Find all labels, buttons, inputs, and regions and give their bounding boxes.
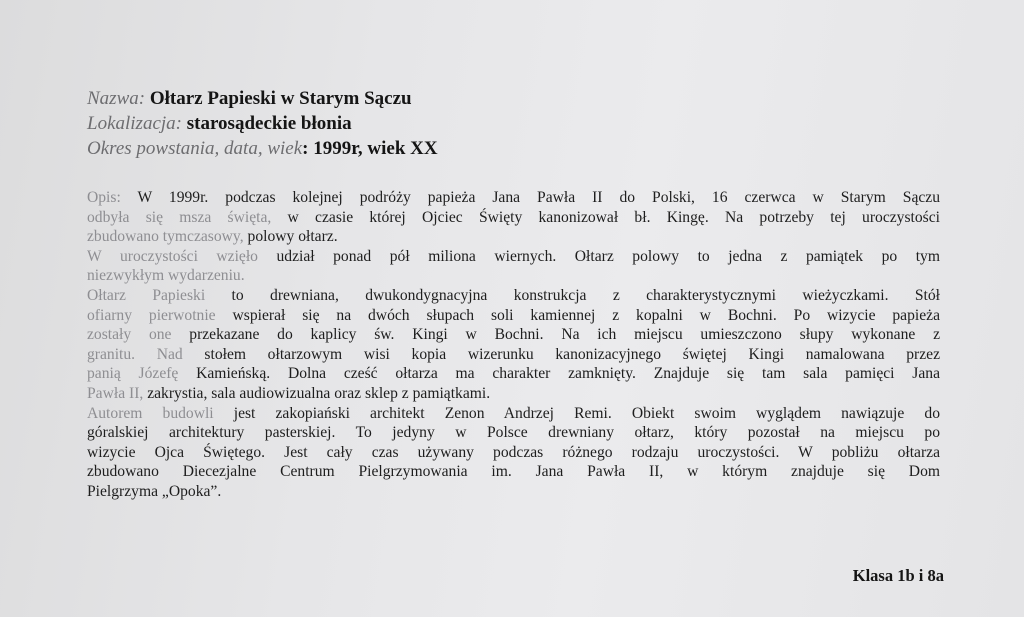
faded-text: zbudowano tymczasowy, xyxy=(87,228,244,246)
description-line xyxy=(87,423,940,443)
faded-text: Ołtarz Papieski xyxy=(87,286,206,304)
name-row xyxy=(87,86,438,111)
line-text: w czasie której Ojciec Święty kanonizował bł. Kingę. Na potrzeby tej uroczystości xyxy=(271,208,940,226)
description-text xyxy=(87,188,940,502)
period-value: : 1999r, wiek XX xyxy=(302,138,438,159)
location-row xyxy=(87,111,438,136)
line-text: zbudowano Diecezjalne Centrum Pielgrzymowania im. Jana Pawła II, w którym znajduje się Dom xyxy=(87,463,940,481)
faded-text: zostały one xyxy=(87,326,172,344)
faded-text: odbyła się msza święta, xyxy=(87,208,272,226)
line-text: góralskiej architektury pasterskiej. To jedyny w Polsce drewniany ołtarz, który pozostał na miejscu po xyxy=(87,424,940,442)
description-line xyxy=(87,247,940,267)
faded-text: Pawła II, xyxy=(87,384,144,402)
description-line xyxy=(87,306,940,326)
line-text: jest zakopiański architekt Zenon Andrzej Remi. Obiekt swoim wyglądem nawiązuje do xyxy=(213,404,940,422)
line-text: polowy ołtarz. xyxy=(243,228,338,246)
line-text: Pielgrzyma „Opoka”. xyxy=(87,482,222,500)
line-text: wizycie Ojca Świętego. Jest cały czas używany podczas różnego rodzaju uroczystości. W pobliżu ołtarza xyxy=(87,443,940,461)
location-label: Lokalizacja: xyxy=(87,113,182,134)
document-header xyxy=(87,86,438,161)
description-line xyxy=(87,188,940,208)
line-text: przekazane do kaplicy św. Kingi w Bochni. Na ich miejscu umieszczono słupy wykonane z xyxy=(171,326,940,344)
description-line xyxy=(87,208,940,228)
name-label: Nazwa: xyxy=(87,88,146,109)
description-line xyxy=(87,384,940,404)
line-text: zakrystia, sala audiowizualna oraz sklep z pamiątkami. xyxy=(143,384,491,402)
period-label: Okres powstania, data, wiek xyxy=(87,138,303,159)
period-row xyxy=(87,136,438,161)
line-text: Kamieńską. Dolna cześć ołtarza ma charakter zamknięty. Znajduje się tam sala pamięci Jana xyxy=(178,365,940,383)
line-text: wspierał się na dwóch słupach soli kamiennej z kopalni w Bochni. Po wizycie papieża xyxy=(215,306,940,324)
line-text: W 1999r. podczas kolejnej podróży papieża Jana Pawła II do Polski, 16 czerwca w Starym Sączu xyxy=(120,189,940,206)
faded-text: ofiarny pierwotnie xyxy=(87,306,216,324)
description-line xyxy=(87,364,940,384)
faded-text: Opis: xyxy=(87,189,121,206)
faded-text: Autorem budowli xyxy=(87,404,214,422)
class-label: Klasa 1b i 8a xyxy=(852,566,944,585)
line-text: udział ponad pół miliona wiernych. Ołtarz polowy to jedna z pamiątek po tym xyxy=(257,247,940,265)
description-line xyxy=(87,462,940,482)
faded-text: granitu. Nad xyxy=(87,345,183,363)
description-line xyxy=(87,443,940,463)
line-text: to drewniana, dwukondygnacyjna konstrukcja z charakterystycznymi wieżyczkami. Stół xyxy=(205,286,940,304)
faded-text: W uroczystości wzięło xyxy=(87,247,258,265)
description-line xyxy=(87,404,940,424)
line-text: stołem ołtarzowym wisi kopia wizerunku kanonizacyjnego świętej Kingi namalowana przez xyxy=(182,345,940,363)
faded-text: niezwykłym wydarzeniu. xyxy=(87,267,245,285)
location-value: starosądeckie błonia xyxy=(186,113,352,134)
faded-text: panią Józefę xyxy=(87,365,179,383)
description-line xyxy=(87,227,940,247)
description-line xyxy=(87,482,940,502)
description-line xyxy=(87,286,940,306)
name-value: Ołtarz Papieski w Starym Sączu xyxy=(149,88,412,109)
description-line xyxy=(87,345,940,365)
description-line xyxy=(87,266,940,286)
description-line xyxy=(87,325,940,345)
